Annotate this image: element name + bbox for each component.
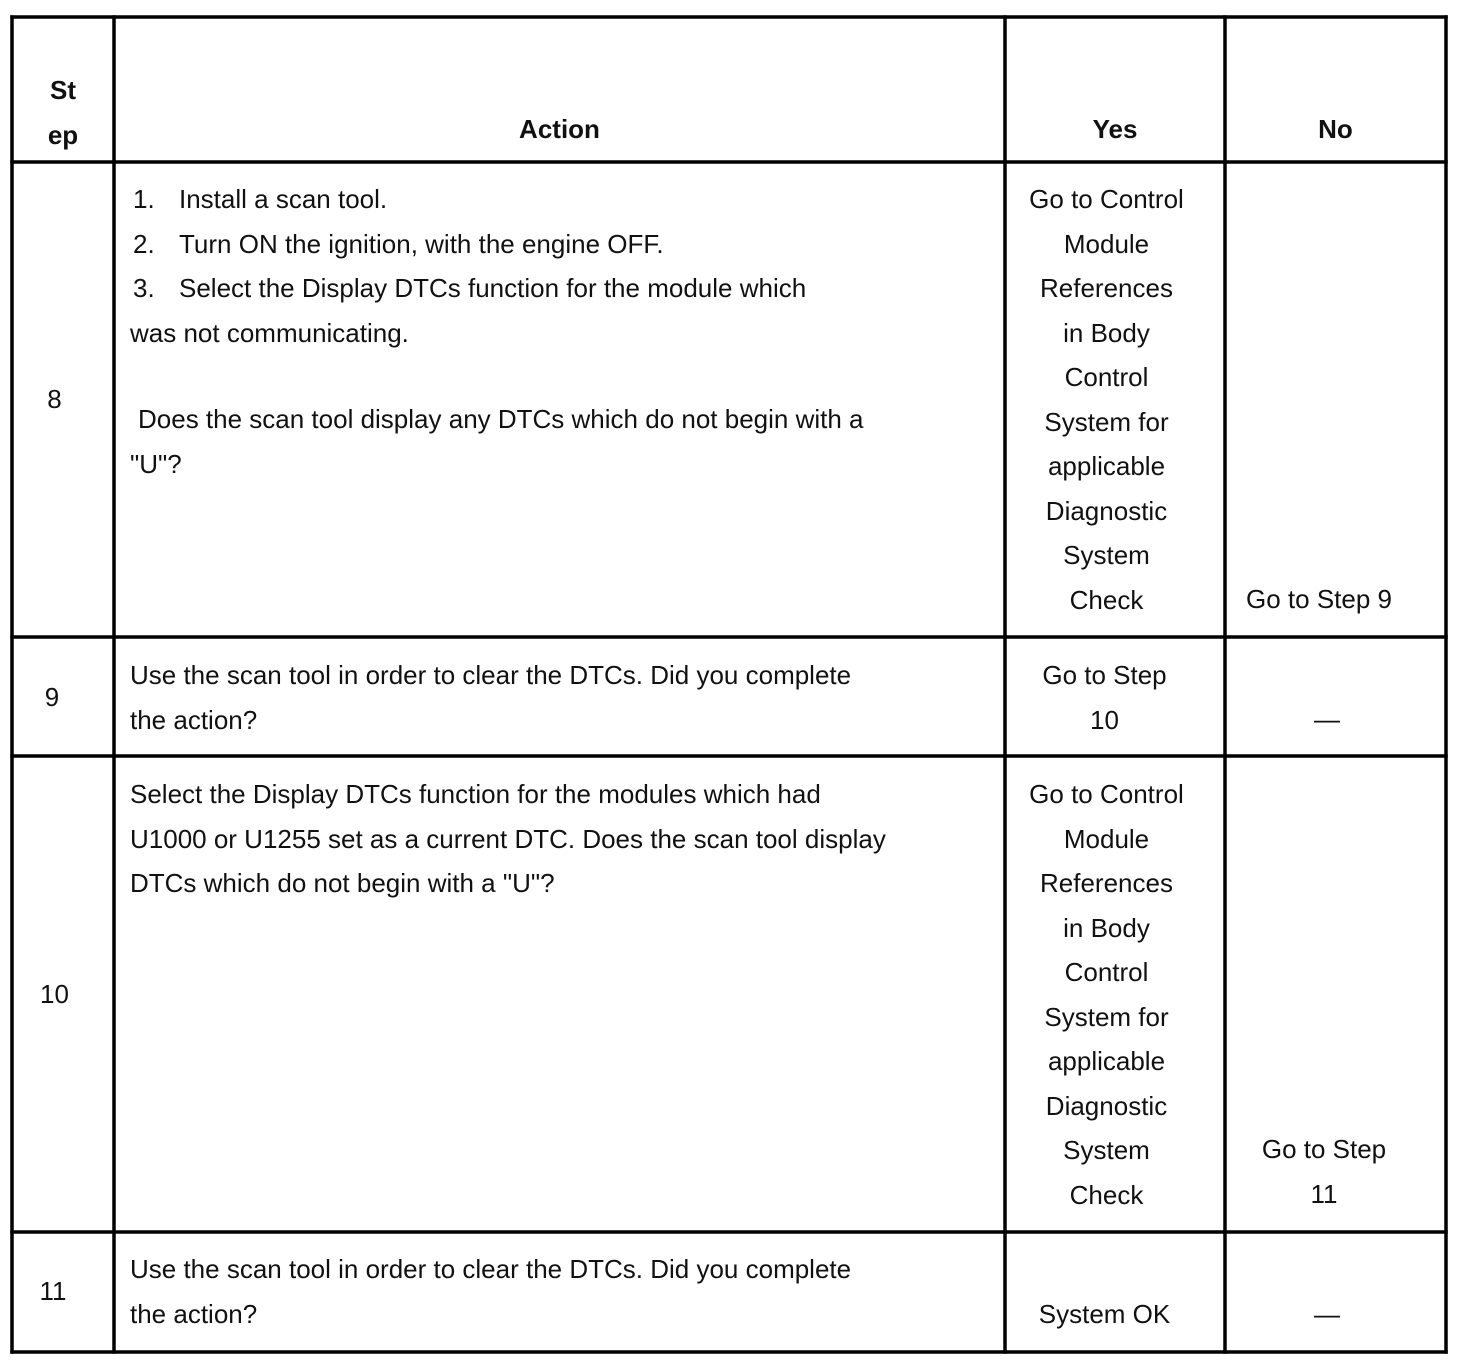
header-action: Action <box>519 114 600 144</box>
action-cell: Select the Display DTCs function for the modules which had U1000 or U1255 set as a current DTC. Does the scan tool display DTCs which do not begin with a "U"? <box>130 779 886 898</box>
no-cell: — <box>1314 1299 1340 1329</box>
no-cell: — <box>1314 704 1340 734</box>
action-list-item: 3. Select the Display DTCs function for the module which <box>133 273 807 303</box>
action-continuation: was not communicating. <box>130 317 409 348</box>
step-number: 11 <box>39 1276 67 1306</box>
yes-cell: System OK <box>1038 1299 1171 1329</box>
action-cell: Use the scan tool in order to clear the DTCs. Did you complete the action? <box>130 660 852 735</box>
no-cell: Go to Step 9 <box>1246 584 1392 614</box>
step-number: 9 <box>44 682 60 712</box>
yes-cell: Go to Step 10 <box>1042 660 1167 735</box>
header-no: No <box>1318 114 1353 144</box>
action-cell: Use the scan tool in order to clear the DTCs. Did you complete the action? <box>130 1254 852 1329</box>
header-step-line1: St <box>50 75 76 105</box>
action-question: Does the scan tool display any DTCs which do not begin with a "U"? <box>130 404 864 479</box>
step-number: 10 <box>40 979 69 1009</box>
yes-cell: Go to Control Module References in Body Control System for applicable Diagnostic System Check <box>1029 779 1184 1210</box>
yes-cell: Go to Control Module References in Body Control System for applicable Diagnostic System Check <box>1029 184 1184 615</box>
header-step <box>12 68 114 157</box>
no-cell: Go to Step 11 <box>1261 1134 1387 1209</box>
action-list-item: 2. Turn ON the ignition, with the engine OFF. <box>133 228 664 259</box>
action-cell <box>130 177 806 355</box>
header-step-line2: ep <box>47 119 79 150</box>
action-list-item: 1. Install a scan tool. <box>133 184 388 214</box>
header-yes: Yes <box>1092 114 1138 144</box>
step-number: 8 <box>47 384 62 414</box>
